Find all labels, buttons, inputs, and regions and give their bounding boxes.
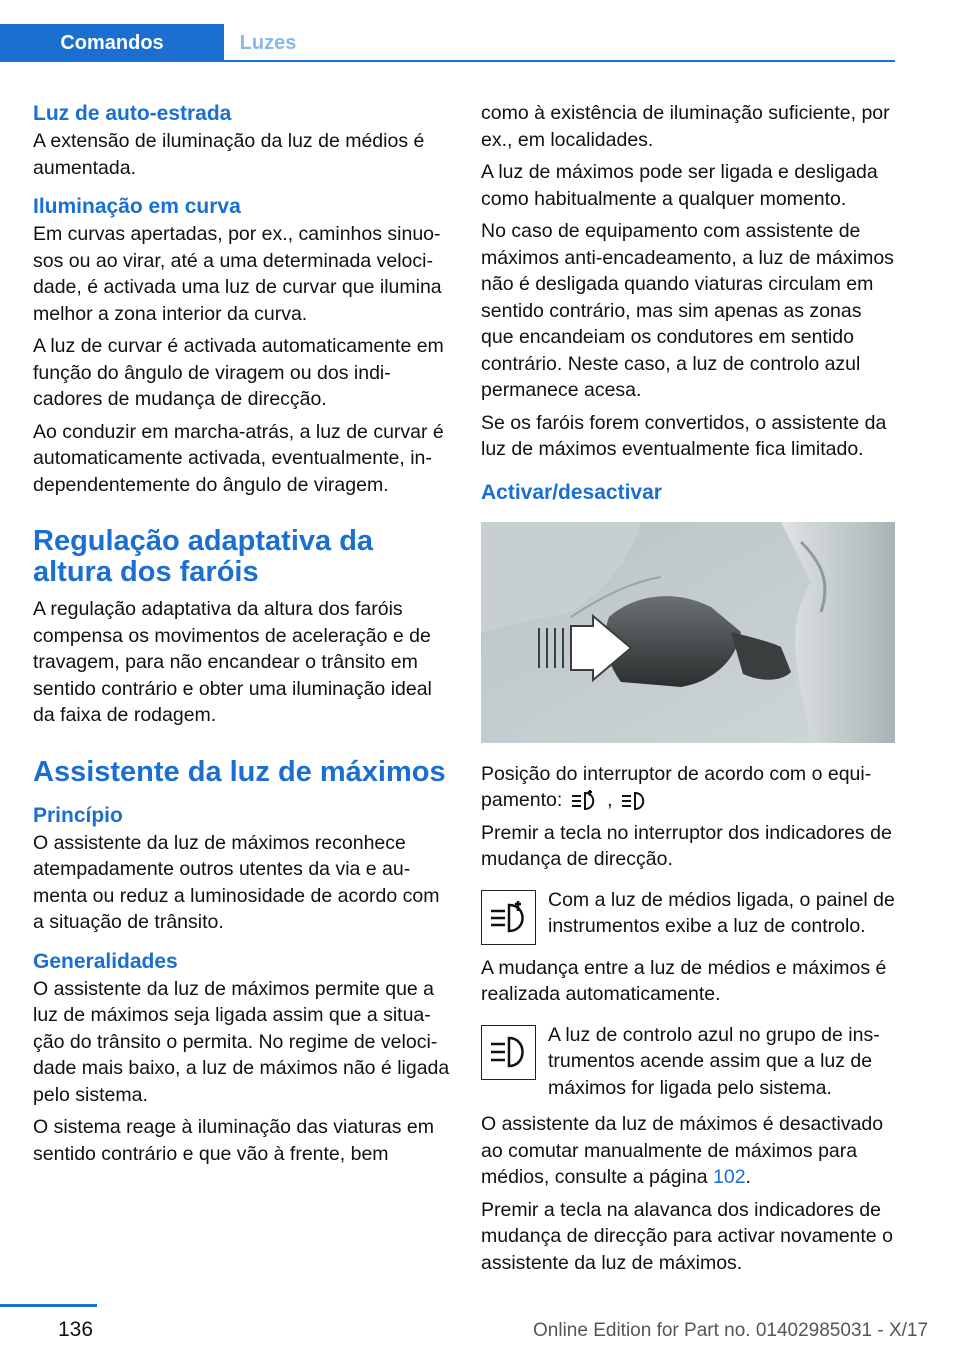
page-number: 136 — [58, 1318, 94, 1341]
page-link-102[interactable]: 102 — [713, 1166, 746, 1189]
heading-iluminacao-curva: Iluminação em curva — [33, 195, 241, 218]
edition-info: Online Edition for Part no. 01402985031 - X/17 — [533, 1320, 929, 1341]
paragraph: O sistema reage à iluminação das viaturas em sentido contrário e que vão à frente, bem — [33, 1116, 435, 1165]
paragraph: A luz de máximos pode ser ligada e desligada como habitualmente a qualquer momento. — [481, 161, 878, 210]
heading-regulacao-adaptativa: Regulação adaptativa da altura dos faróis — [33, 525, 374, 588]
footer-rule — [0, 1304, 97, 1307]
heading-activar-desactivar: Activar/desactivar — [481, 480, 662, 504]
heading-principio: Princípio — [33, 803, 123, 827]
paragraph-desactivado: O assistente da luz de máximos é desactivado ao comutar manualmente de máximos para médios, consulte a página 102. — [481, 1113, 884, 1189]
paragraph: Premir a tecla na alavanca dos indicadores de mudança de direcção para activar novamente o assistente da luz de máximos. — [481, 1198, 893, 1274]
high-beam-assistant-icon — [481, 890, 536, 945]
paragraph: A regulação adaptativa da altura dos faróis compensa os movimentos de aceleração e de travagem, para não encandear o trânsito em sentido contrário e obter uma iluminação ideal da faixa de rodagem. — [33, 598, 432, 726]
header-rule — [0, 60, 895, 62]
tab-luzes[interactable]: Luzes — [239, 32, 297, 54]
high-beam-icon — [481, 1025, 536, 1080]
paragraph: como à existência de iluminação suficiente, por ex., em localidades. — [481, 102, 890, 151]
heading-generalidades: Generalidades — [33, 949, 178, 973]
paragraph: O assistente da luz de máximos permite que a luz de máximos seja ligada assim que a situação do trânsito o permita. No regime de velocidade mais baixo, a luz de máximos não é ligada pelo sistema. — [33, 977, 450, 1106]
high-beam-assistant-icon — [570, 788, 600, 814]
heading-luz-auto-estrada: Luz de auto-estrada — [33, 102, 232, 125]
paragraph: Se os faróis forem convertidos, o assistente da luz de máximos eventualmente fica limitado. — [481, 411, 887, 460]
note-controlo: Com a luz de médios ligada, o painel de instrumentos exibe a luz de controlo. — [481, 887, 897, 945]
tab-comandos[interactable]: Comandos — [0, 24, 224, 62]
high-beam-icon — [620, 788, 650, 814]
paragraph-posicao: Posição do interruptor de acordo com o equipamento: , — [481, 761, 897, 814]
paragraph: A mudança entre a luz de médios e máximos é realizada automaticamente. — [481, 956, 887, 1006]
paragraph: O assistente da luz de máximos reconhece atempadamente outros utentes da via e aumenta ou reduz a luminosidade de acordo com a situação de trânsito. — [33, 831, 440, 933]
lever-photo — [481, 522, 895, 743]
left-column — [33, 100, 453, 1173]
right-column — [481, 100, 897, 1282]
paragraph: No caso de equipamento com assistente de máximos anti-encadeamento, a luz de máximos não é desligada quando viaturas circulam em sentido contrário, mas sim apenas as zonas que encandeiam os condutores em sentido contrário. Neste caso, a luz de controlo azul permanece acesa. — [481, 220, 894, 401]
paragraph: Em curvas apertadas, por ex., caminhos sinuosos ou ao virar, até a uma determinada velocidade, é activada uma luz de curvar que ilumina melhor a zona interior da curva. — [33, 223, 442, 325]
paragraph: Premir a tecla no interruptor dos indicadores de mudança de direcção. — [481, 821, 892, 871]
paragraph: A extensão de iluminação da luz de médios é aumentada. — [33, 130, 425, 179]
paragraph: Ao conduzir em marcha-atrás, a luz de curvar é automaticamente activada, eventualmente, independentemente do ângulo de viragem. — [33, 420, 444, 496]
paragraph: A luz de curvar é activada automaticamente em função do ângulo de viragem ou dos indicadores de mudança de direcção. — [33, 335, 444, 410]
heading-assistente-luz-maximos: Assistente da luz de máximos — [33, 755, 446, 788]
note-luz-azul: A luz de controlo azul no grupo de instrumentos acende assim que a luz de máximos for ligada pelo sistema. — [481, 1022, 897, 1102]
